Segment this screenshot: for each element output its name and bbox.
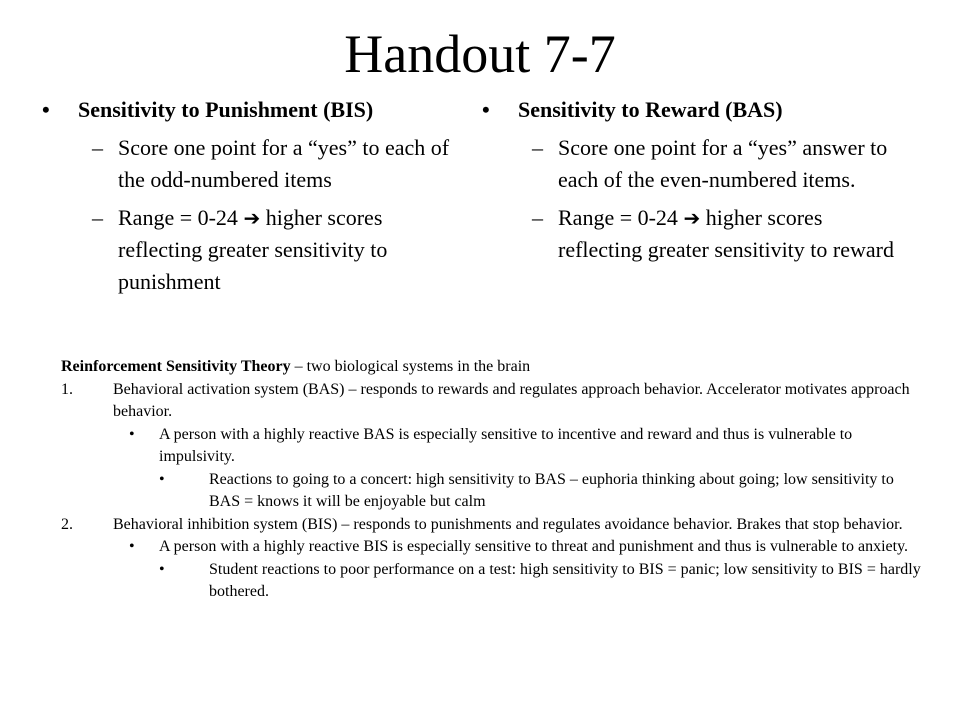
section-1-subbullet — [61, 469, 921, 514]
section-1-bullet — [61, 424, 921, 469]
section-1-number: 1. — [61, 380, 73, 398]
bullet-icon: • — [42, 97, 50, 122]
notes-intro-bold: Reinforcement Sensitivity Theory — [61, 358, 291, 375]
right-item-1 — [482, 132, 902, 196]
dash-icon: – — [532, 205, 543, 230]
bullet-icon: • — [129, 538, 135, 555]
section-2-bullet — [61, 536, 921, 559]
right-heading-text: Sensitivity to Reward (BAS) — [518, 97, 783, 122]
notes-intro-rest: – two biological systems in the brain — [290, 358, 531, 375]
bullet-icon: • — [129, 425, 135, 443]
bullet-icon: • — [482, 97, 490, 122]
dash-icon: – — [92, 205, 103, 230]
right-item-2 — [482, 202, 902, 266]
notes-intro — [61, 356, 921, 379]
bullet-icon: • — [159, 560, 165, 578]
section-2-subbullet-text: Student reactions to poor performance on a test: high sensitivity to BIS = panic; low sensitivity to BIS = hardly bothered. — [209, 560, 921, 600]
left-item-2 — [42, 202, 462, 298]
section-2-number: 2. — [61, 515, 73, 533]
dash-icon: – — [92, 135, 103, 160]
right-item-1-text: Score one point for a “yes” answer to each of the even-numbered items. — [558, 135, 888, 192]
right-item-2-post: higher scores reflecting greater sensitivity to reward — [558, 205, 894, 262]
left-item-2-pre: Range = 0-24 — [118, 205, 238, 230]
section-2-bullet-text: A person with a highly reactive BIS is especially sensitive to threat and punishment and thus is vulnerable to anxiety. — [159, 538, 909, 555]
right-arrow-icon: ➔ — [683, 206, 701, 230]
section-1-text: Behavioral activation system (BAS) – responds to rewards and regulates approach behavior. Accelerator motivates approach behavior. — [113, 380, 910, 420]
notes-section-1 — [61, 379, 921, 424]
left-item-1 — [42, 132, 462, 196]
section-2-text: Behavioral inhibition system (BIS) – responds to punishments and regulates avoidance behavior. Brakes that stop behavior. — [113, 515, 903, 533]
notes-section — [61, 356, 921, 604]
right-item-2-pre: Range = 0-24 — [558, 205, 678, 230]
right-heading — [482, 94, 902, 126]
left-heading-text: Sensitivity to Punishment (BIS) — [78, 97, 374, 122]
left-item-2-post: higher scores reflecting greater sensitivity to punishment — [118, 205, 388, 294]
left-heading — [42, 94, 462, 126]
page-title: Handout 7-7 — [344, 24, 616, 84]
section-1-bullet-text: A person with a highly reactive BAS is especially sensitive to incentive and reward and thus is vulnerable to impulsivity. — [159, 425, 853, 465]
section-2-subbullet — [61, 559, 921, 604]
left-column — [42, 94, 462, 298]
right-arrow-icon: ➔ — [243, 206, 261, 230]
dash-icon: – — [532, 135, 543, 160]
section-1-subbullet-text: Reactions to going to a concert: high sensitivity to BAS – euphoria thinking about going; low sensitivity to BAS = knows it will be enjoyable but calm — [209, 470, 894, 510]
notes-section-2 — [61, 514, 921, 537]
right-column — [482, 94, 902, 266]
left-item-1-text: Score one point for a “yes” to each of the odd-numbered items — [118, 135, 450, 192]
bullet-icon: • — [159, 470, 165, 488]
